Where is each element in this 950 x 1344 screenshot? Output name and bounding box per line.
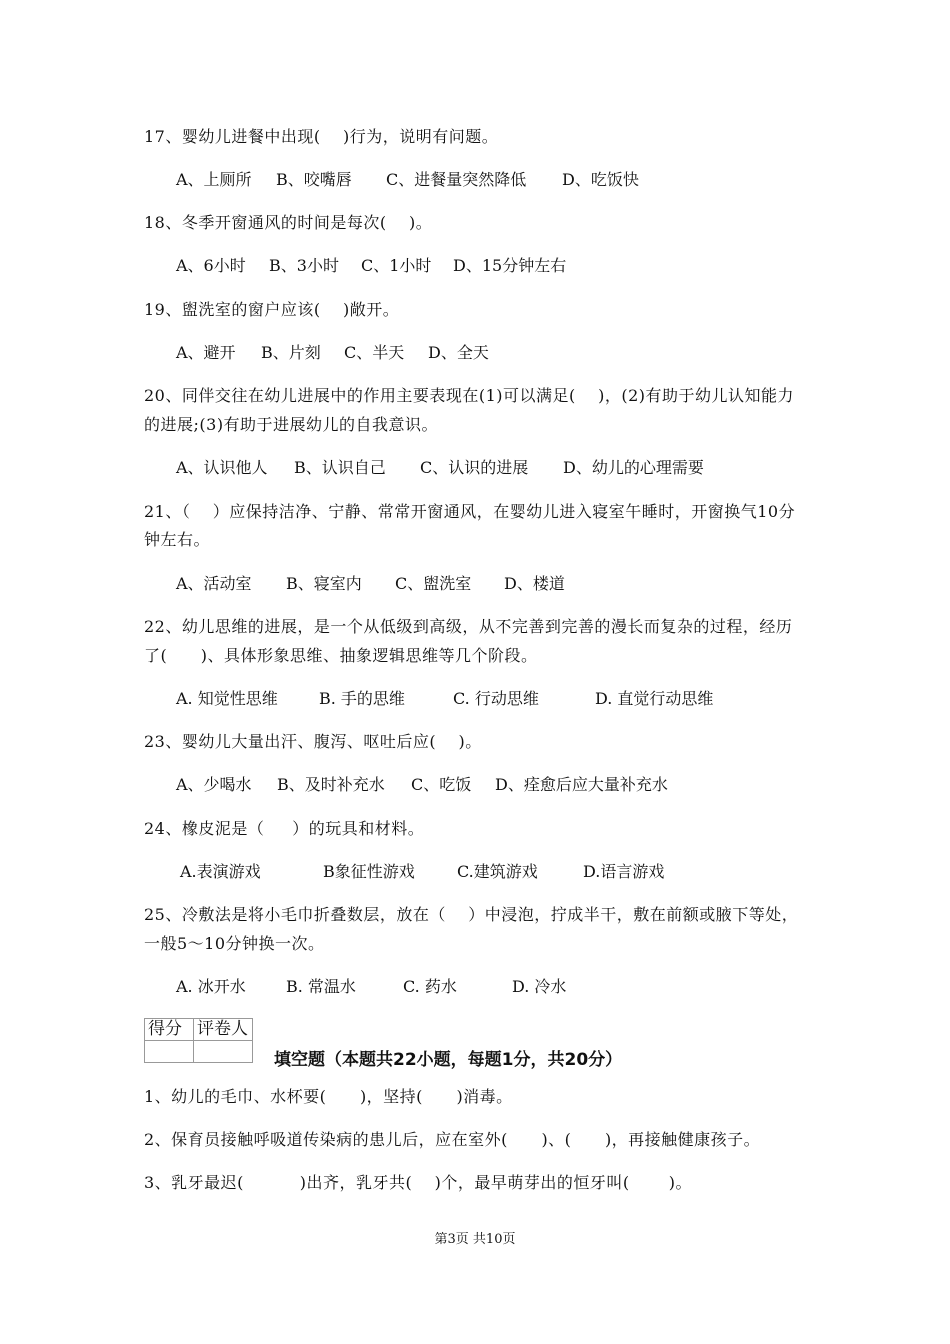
score-cell — [145, 1041, 194, 1063]
question-17-stem: 17、婴幼儿进餐中出现( )行为，说明有问题。 — [144, 127, 499, 146]
question-23-option-b: B、及时补充水 — [277, 775, 385, 794]
question-25-option-a: A. 冰开水 — [176, 977, 246, 996]
grader-cell — [194, 1041, 253, 1063]
question-17-option-b: B、咬嘴唇 — [276, 170, 352, 189]
question-23-stem: 23、婴幼儿大量出汗、腹泻、呕吐后应( )。 — [144, 732, 482, 751]
question-21-option-c: C、盥洗室 — [395, 574, 472, 593]
question-25-stem-line1: 25、冷敷法是将小毛巾折叠数层，放在（ ）中浸泡，拧成半干，敷在前额或腋下等处， — [144, 905, 799, 924]
question-24-option-b: B象征性游戏 — [323, 862, 415, 881]
grader-label: 评卷人 — [194, 1019, 253, 1041]
question-21-option-b: B、寝室内 — [286, 574, 362, 593]
question-23-option-d: D、痊愈后应大量补充水 — [495, 775, 668, 794]
question-20-option-d: D、幼儿的心理需要 — [563, 458, 704, 477]
question-18-option-d: D、15分钟左右 — [453, 256, 567, 275]
question-24-option-c: C.建筑游戏 — [457, 862, 538, 881]
question-19-option-a: A、避开 — [176, 343, 236, 362]
question-20-option-b: B、认识自己 — [294, 458, 386, 477]
question-22-stem-line1: 22、幼儿思维的进展，是一个从低级到高级，从不完善到完善的漫长而复杂的过程，经历 — [144, 617, 793, 636]
section-title: 填空题（本题共22小题，每题1分，共20分） — [274, 1050, 623, 1070]
question-22-option-b: B. 手的思维 — [319, 689, 405, 708]
question-25-stem-line2: 一般5～10分钟换一次。 — [144, 934, 325, 953]
question-21-option-d: D、楼道 — [504, 574, 565, 593]
question-24-stem: 24、橡皮泥是（ ）的玩具和材料。 — [144, 819, 425, 838]
question-19-stem: 19、盥洗室的窗户应该( )敞开。 — [144, 300, 400, 319]
question-25-option-c: C. 药水 — [403, 977, 457, 996]
question-20-option-c: C、认识的进展 — [420, 458, 529, 477]
question-24-option-d: D.语言游戏 — [583, 862, 665, 881]
question-18-option-a: A、6小时 — [176, 256, 246, 275]
fill-question-3: 3、乳牙最迟( )出齐，乳牙共( )个，最早萌芽出的恒牙叫( )。 — [144, 1173, 692, 1192]
question-17-option-a: A、上厕所 — [176, 170, 252, 189]
question-21-stem-line2: 钟左右。 — [144, 530, 211, 549]
question-17-option-c: C、进餐量突然降低 — [386, 170, 527, 189]
question-18-stem: 18、冬季开窗通风的时间是每次( )。 — [144, 213, 433, 232]
question-20-stem-line2: 的进展;(3)有助于进展幼儿的自我意识。 — [144, 415, 439, 434]
question-22-option-a: A. 知觉性思维 — [176, 689, 278, 708]
question-23-option-c: C、吃饭 — [411, 775, 472, 794]
question-19-option-b: B、片刻 — [261, 343, 321, 362]
question-23-option-a: A、少喝水 — [176, 775, 252, 794]
question-19-option-d: D、全天 — [428, 343, 489, 362]
question-18-option-b: B、3小时 — [269, 256, 339, 275]
question-22-option-c: C. 行动思维 — [453, 689, 539, 708]
question-22-stem-line2: 了( )、具体形象思维、抽象逻辑思维等几个阶段。 — [144, 646, 538, 665]
fill-question-1: 1、幼儿的毛巾、水杯要( )，坚持( )消毒。 — [144, 1087, 513, 1106]
question-20-option-a: A、认识他人 — [176, 458, 268, 477]
question-20-stem-line1: 20、同伴交往在幼儿进展中的作用主要表现在(1)可以满足( )，(2)有助于幼儿认知能力 — [144, 386, 795, 405]
question-22-option-d: D. 直觉行动思维 — [595, 689, 714, 708]
score-table — [144, 1018, 253, 1063]
question-17-option-d: D、吃饭快 — [562, 170, 639, 189]
question-18-option-c: C、1小时 — [361, 256, 432, 275]
question-19-option-c: C、半天 — [344, 343, 405, 362]
question-21-option-a: A、活动室 — [176, 574, 252, 593]
question-24-option-a: A.表演游戏 — [180, 862, 261, 881]
question-21-stem-line1: 21、（ ）应保持洁净、宁静、常常开窗通风，在婴幼儿进入寝室午睡时，开窗换气10分 — [144, 502, 796, 521]
question-25-option-d: D. 冷水 — [512, 977, 567, 996]
page-footer: 第3页 共10页 — [434, 1232, 516, 1247]
score-label: 得分 — [145, 1019, 194, 1041]
fill-question-2: 2、保育员接触呼吸道传染病的患儿后，应在室外( )、( )，再接触健康孩子。 — [144, 1130, 761, 1149]
question-25-option-b: B. 常温水 — [286, 977, 356, 996]
